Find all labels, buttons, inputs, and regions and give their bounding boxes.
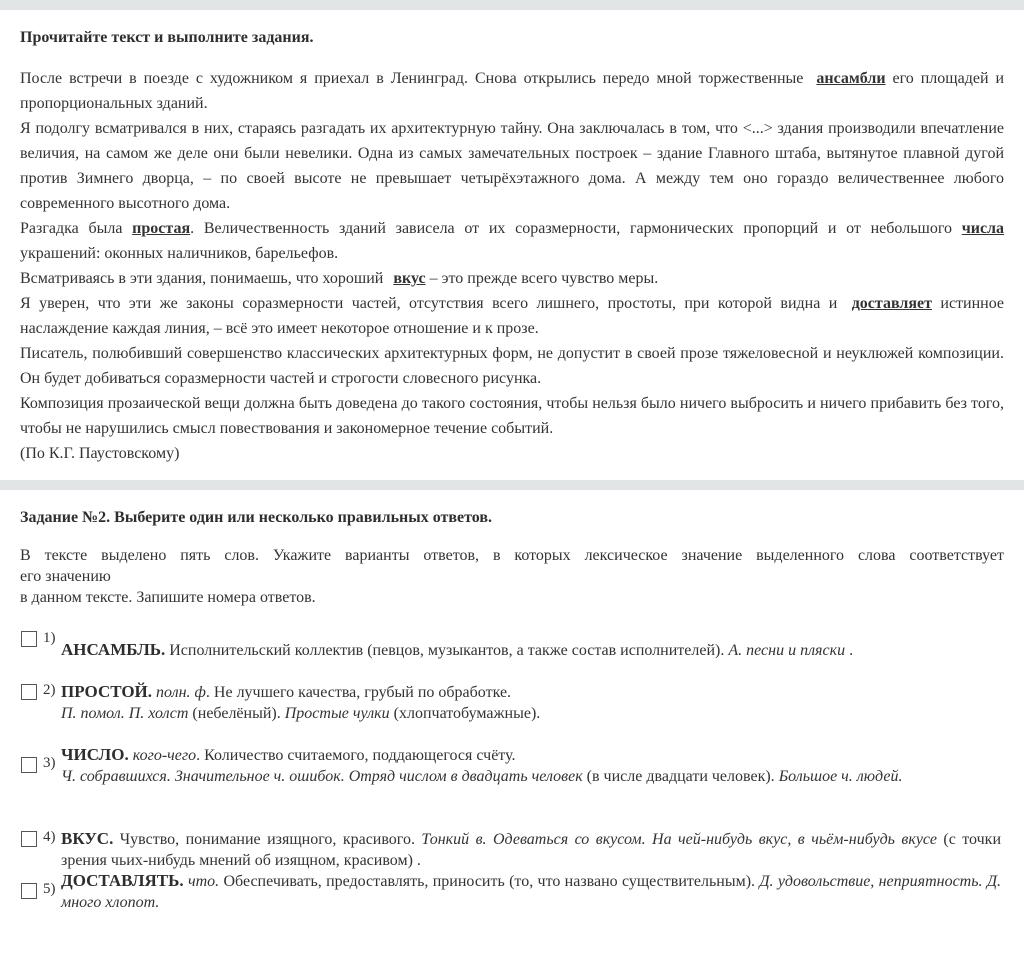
instruction-line-3: в данном тексте. Запишите номера ответов. (20, 589, 316, 606)
grammar-mark: что. (183, 873, 220, 890)
usage-example: Ч. собравшихся. Значительное ч. ошибок. Отряд числом в двадцать человек (61, 768, 583, 785)
example-note: (хлопчатобумажные). (389, 705, 541, 722)
text-fragment: После встречи в поезде с художником я приехал в Ленинград. Снова открылись передо мной торжественные (20, 70, 804, 87)
reading-text (20, 66, 1004, 466)
text-fragment: Разгадка была (20, 220, 123, 237)
option-definition (61, 828, 1001, 871)
usage-example: П. помол. П. холст (61, 705, 189, 722)
option-number: 2) (43, 682, 56, 698)
instruction-line-2: его значению (20, 568, 111, 585)
option-number: 1) (43, 630, 56, 646)
highlighted-word-prostaya: простая (132, 220, 191, 237)
highlighted-word-chisla: числа (961, 220, 1005, 237)
option-definition (61, 639, 1001, 661)
definition-text: Исполнительский коллектив (певцов, музыкантов, а также состав исполнителей). (165, 642, 725, 659)
text-fragment: – это прежде всего чувство меры. (429, 270, 659, 287)
option-number: 5) (43, 881, 56, 897)
answer-checkbox-1[interactable] (21, 631, 37, 647)
top-separator-band (0, 0, 1024, 10)
answer-checkbox-3[interactable] (21, 757, 37, 773)
paragraph-5 (20, 291, 1004, 341)
option-headword: ДОСТАВЛЯТЬ. (61, 871, 184, 890)
text-fragment: Я уверен, что эти же законы соразмерности частей, отсутствия всего лишнего, простоты, при которой видна и (20, 295, 838, 312)
highlighted-word-dostavlyaet: доставляет (851, 295, 932, 312)
grammar-mark: кого-чего (128, 747, 197, 764)
option-definition (61, 870, 1001, 913)
option-headword: АНСАМБЛЬ. (61, 640, 166, 659)
paragraph-1 (20, 66, 1004, 116)
grammar-mark: полн. ф (152, 684, 206, 701)
definition-text: Чувство, понимание изящного, красивого. (113, 831, 422, 848)
task-instruction (20, 545, 1004, 608)
example-note: (небелёный). (188, 705, 285, 722)
definition-text: . Не лучшего качества, грубый по обработке. (205, 684, 512, 701)
answer-checkbox-5[interactable] (21, 883, 37, 899)
highlighted-word-vkus: вкус (393, 270, 426, 287)
text-fragment: истинное наслаждение каждая линия, – всё это имеет некоторое отношение и к прозе. (20, 295, 1005, 337)
option-definition (61, 744, 1001, 787)
highlighted-word-ansambli: ансамбли (816, 70, 886, 87)
source-attribution: (По К.Г. Паустовскому) (20, 445, 180, 462)
definition-text: . Количество считаемого, поддающегося счёту. (196, 747, 516, 764)
option-headword: ВКУС. (61, 829, 114, 848)
text-fragment: украшений: оконных наличников, барельефов. (20, 245, 339, 262)
answer-checkbox-4[interactable] (21, 831, 37, 847)
usage-example: Д. удовольствие, неприятность. Д. много хлопот. (61, 873, 1002, 911)
text-fragment: Всматриваясь в эти здания, понимаешь, что хороший (20, 270, 384, 287)
answer-checkbox-2[interactable] (21, 684, 37, 700)
option-headword: ПРОСТОЙ. (61, 682, 153, 701)
usage-example: Тонкий в. Одеваться со вкусом. На чей-нибудь вкус, в чьём-нибудь вкусе (421, 831, 937, 848)
option-headword: ЧИСЛО. (61, 745, 129, 764)
option-definition (61, 681, 1001, 724)
example-note: (в числе двадцати человек). (582, 768, 779, 785)
paragraph-6: Писатель, полюбивший совершенство классических архитектурных форм, не допустит в своей прозе тяжеловесной и неуклюжей композиции. Он будет добиваться соразмерности частей и строгости словесного рисунка. (20, 345, 1004, 387)
definition-text: Обеспечивать, предоставлять, приносить (то, что названо существительным). (219, 873, 760, 890)
section-separator-band (0, 480, 1024, 490)
instruction-line-1: В тексте выделено пять слов. Укажите варианты ответов, в которых лексическое значение выделенного слова соответствует (20, 547, 1004, 564)
paragraph-7: Композиция прозаической вещи должна быть доведена до такого состояния, чтобы нельзя было ничего выбросить и ничего прибавить без того, чтобы не нарушились смысл повествования и закономерное течение событий. (20, 395, 1004, 437)
option-number: 3) (43, 755, 56, 771)
section-heading-read-text: Прочитайте текст и выполните задания. (20, 29, 314, 46)
usage-example: А. песни и пляски (724, 642, 846, 659)
paragraph-2: Я подолгу всматривался в них, стараясь разгадать их архитектурную тайну. Она заключалась в том, что <...> здания производили впечатление величия, на самом же деле они были невелики. Одна из самых замечательных построек – здание Главного штаба, вытянутое плавной дугой против Зимнего дворца, – по своей высоте не превышает четырёхэтажного дома. А между тем оно гораздо величественнее любого современного высотного дома. (20, 120, 1004, 212)
task-2-heading: Задание №2. Выберите один или несколько правильных ответов. (20, 509, 493, 526)
usage-example: Простые чулки (284, 705, 390, 722)
text-fragment: . Величественность зданий зависела от их соразмерности, гармонических пропорций и от небольшого (190, 220, 952, 237)
paragraph-3 (20, 216, 1004, 266)
paragraph-4 (20, 266, 1004, 291)
example-note: (с точки зрения чьих-нибудь мнений об изящном, красивом) . (61, 831, 1002, 869)
text-fragment: его площадей и пропорциональных зданий. (20, 70, 1005, 112)
option-number: 4) (43, 829, 56, 845)
text-fragment: . (845, 642, 854, 659)
usage-example: Большое ч. людей. (778, 768, 903, 785)
